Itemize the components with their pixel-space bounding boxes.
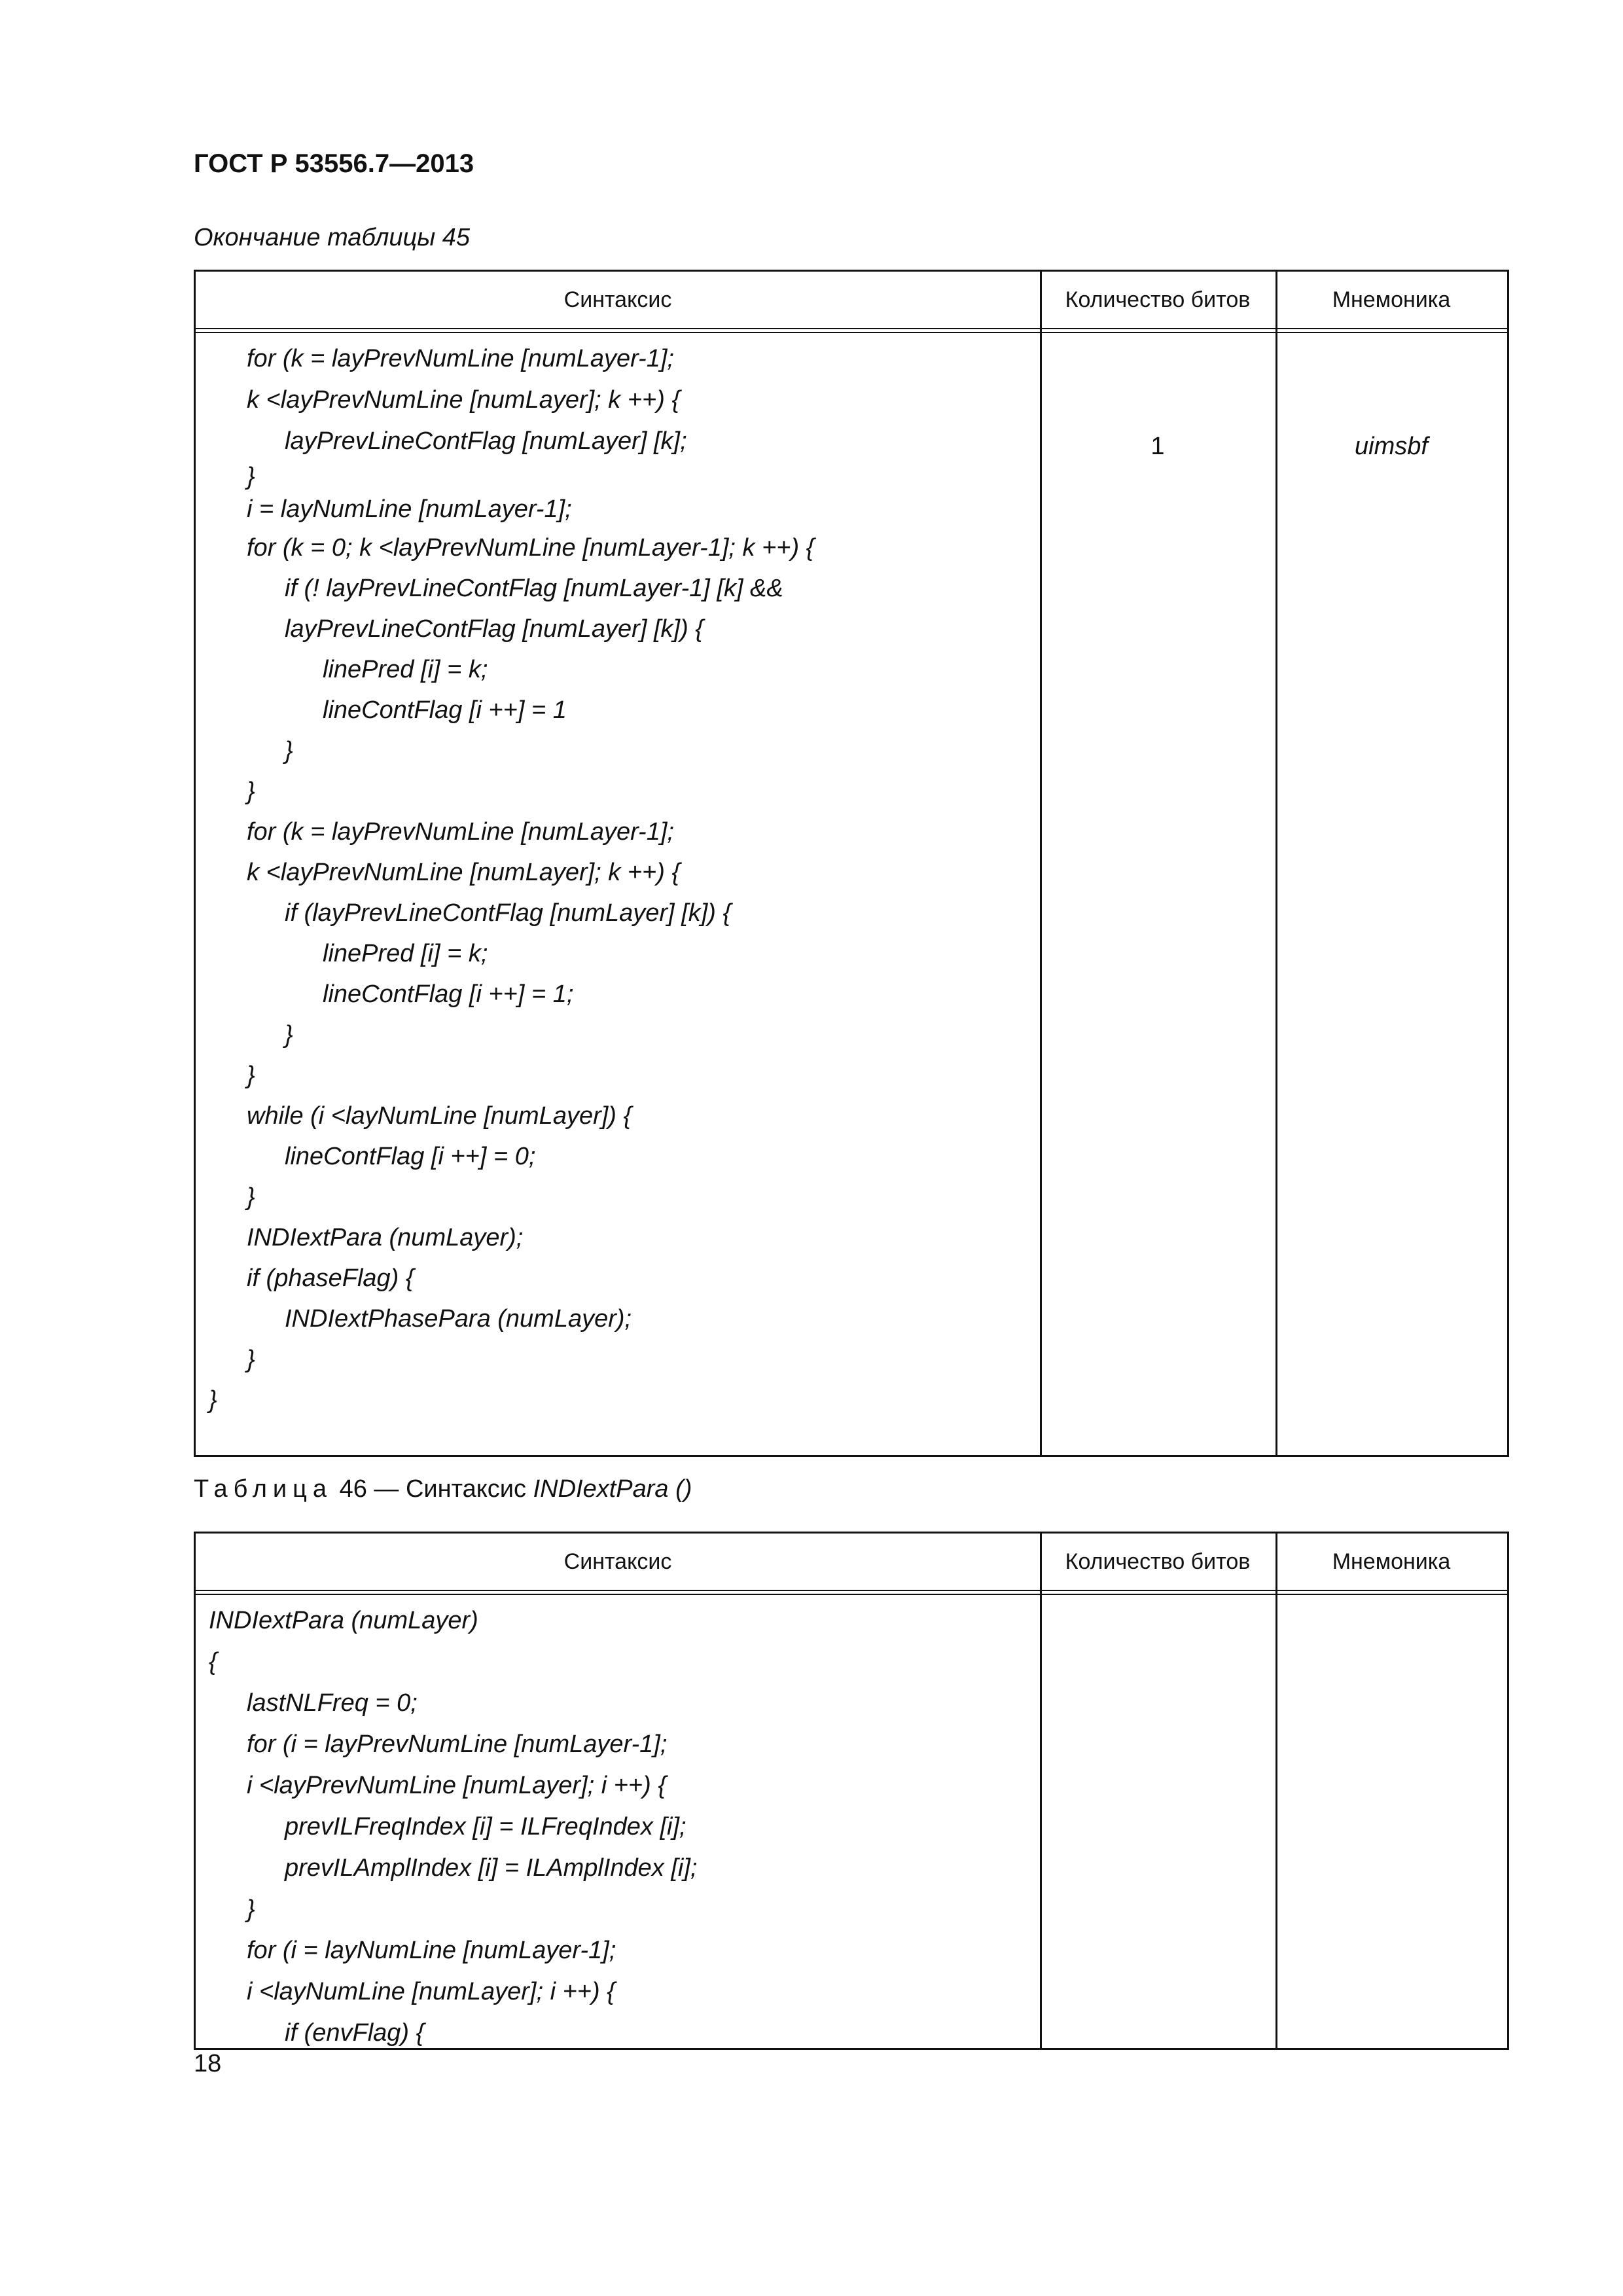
code-line: if (envFlag) { bbox=[285, 2019, 425, 2047]
header-mnemonic: Мнемоника bbox=[1332, 287, 1451, 312]
syntax-table-46 bbox=[194, 1532, 1509, 2050]
header-mnemonic: Мнемоника bbox=[1332, 1549, 1451, 1574]
code-line: prevILAmplIndex [i] = ILAmplIndex [i]; bbox=[285, 1854, 698, 1882]
table-header-double-rule bbox=[196, 332, 1507, 333]
code-line: i <layPrevNumLine [numLayer]; i ++) { bbox=[247, 1772, 667, 1799]
table-number: 46 — Синтаксис bbox=[339, 1475, 526, 1503]
code-line: } bbox=[247, 778, 255, 805]
code-line: for (k = layPrevNumLine [numLayer-1]; bbox=[247, 345, 674, 372]
code-line: for (i = layPrevNumLine [numLayer-1]; bbox=[247, 1731, 668, 1758]
code-line: layPrevLineContFlag [numLayer] [k]) { bbox=[285, 615, 704, 643]
code-line: i <layNumLine [numLayer]; i ++) { bbox=[247, 1978, 615, 2005]
continuation-caption: Окончание таблицы 45 bbox=[194, 224, 471, 251]
code-line: prevILFreqIndex [i] = ILFreqIndex [i]; bbox=[285, 1813, 687, 1840]
code-line: INDIextPhasePara (numLayer); bbox=[285, 1305, 632, 1333]
code-line: } bbox=[247, 463, 255, 490]
syntax-code-block bbox=[209, 338, 814, 1420]
code-line: } bbox=[247, 1183, 255, 1211]
code-line: { bbox=[209, 1648, 217, 1676]
header-syntax: Синтаксис bbox=[563, 1549, 672, 1574]
code-line: } bbox=[285, 737, 293, 764]
column-divider bbox=[1275, 1534, 1277, 2048]
bits-value: 1 bbox=[1150, 433, 1165, 460]
code-line: } bbox=[247, 1346, 255, 1373]
code-line: if (layPrevLineContFlag [numLayer] [k]) { bbox=[285, 899, 732, 927]
code-line: lineContFlag [i ++] = 0; bbox=[285, 1143, 536, 1170]
code-line: k <layPrevNumLine [numLayer]; k ++) { bbox=[247, 386, 681, 414]
code-line: while (i <layNumLine [numLayer]) { bbox=[247, 1102, 632, 1130]
doc-code: ГОСТ Р 53556.7—2013 bbox=[194, 149, 474, 178]
code-line: } bbox=[209, 1386, 217, 1414]
code-line: for (k = 0; k <layPrevNumLine [numLayer-1]; k ++) { bbox=[247, 534, 815, 562]
header-bits: Количество битов bbox=[1065, 287, 1251, 312]
header-syntax: Синтаксис bbox=[563, 287, 672, 312]
code-line: lineContFlag [i ++] = 1; bbox=[323, 980, 574, 1008]
table-title: INDIextPara () bbox=[533, 1475, 692, 1503]
header-bits: Количество битов bbox=[1065, 1549, 1251, 1574]
code-line: lineContFlag [i ++] = 1 bbox=[323, 696, 567, 724]
code-line: lastNLFreq = 0; bbox=[247, 1689, 418, 1717]
code-line: if (! layPrevLineContFlag [numLayer-1] [k] && bbox=[285, 575, 783, 602]
code-line: } bbox=[247, 1895, 255, 1923]
table-46-caption bbox=[194, 1475, 692, 1503]
page-number: 18 bbox=[194, 2050, 222, 2077]
syntax-code-block bbox=[209, 1600, 697, 2054]
code-line: for (i = layNumLine [numLayer-1]; bbox=[247, 1937, 616, 1964]
column-divider bbox=[1040, 1534, 1042, 2048]
table-header-double-rule bbox=[196, 1594, 1507, 1595]
code-line: linePred [i] = k; bbox=[323, 940, 488, 967]
code-line: if (phaseFlag) { bbox=[247, 1265, 414, 1292]
code-line: for (k = layPrevNumLine [numLayer-1]; bbox=[247, 818, 674, 846]
code-line: INDIextPara (numLayer); bbox=[247, 1224, 524, 1251]
syntax-table-45 bbox=[194, 270, 1509, 1457]
code-line: i = layNumLine [numLayer-1]; bbox=[247, 495, 572, 523]
code-line: } bbox=[285, 1021, 293, 1049]
code-line: } bbox=[247, 1062, 255, 1089]
code-line: INDIextPara (numLayer) bbox=[209, 1607, 478, 1634]
mnemonic-value: uimsbf bbox=[1355, 433, 1428, 460]
code-line: k <layPrevNumLine [numLayer]; k ++) { bbox=[247, 859, 681, 886]
code-line: layPrevLineContFlag [numLayer] [k]; bbox=[285, 427, 687, 455]
table-label: Таблица bbox=[194, 1475, 332, 1503]
code-line: linePred [i] = k; bbox=[323, 656, 488, 683]
